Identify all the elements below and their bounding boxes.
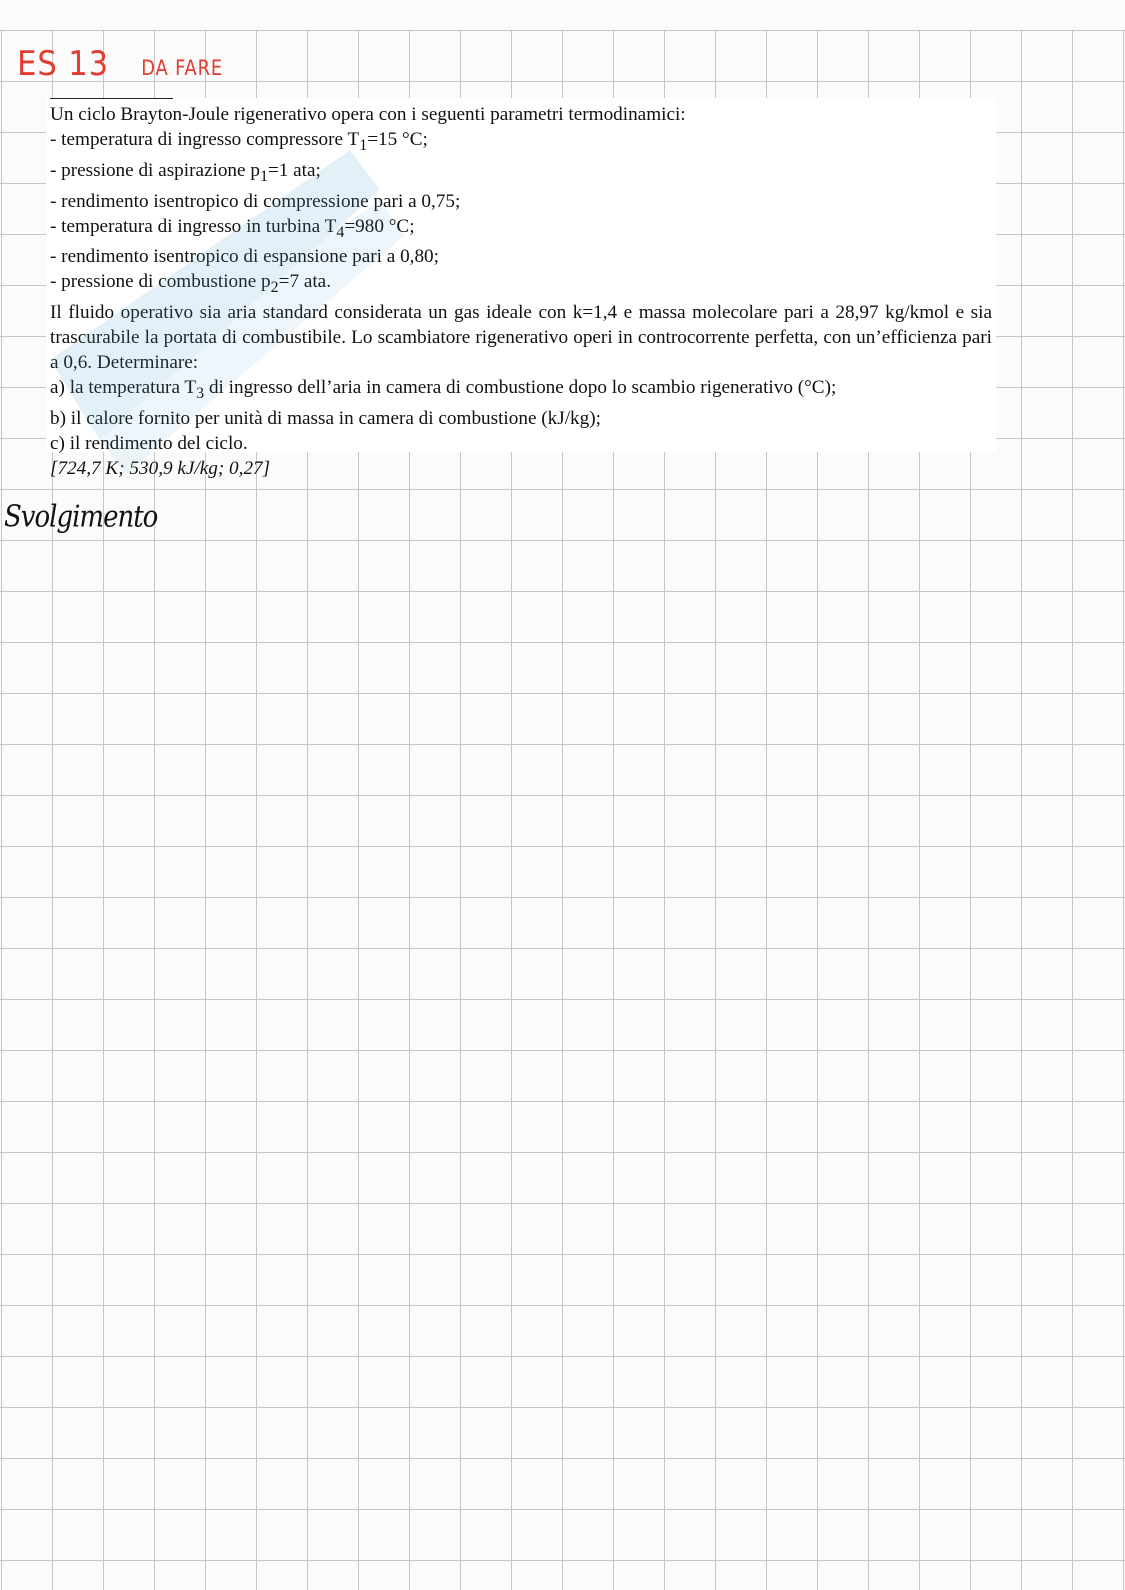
answer-key: [724,7 K; 530,9 kJ/kg; 0,27] — [50, 458, 271, 480]
heading-underline — [50, 98, 173, 99]
parameter-list — [50, 127, 992, 300]
question-c: c) il rendimento del ciclo. — [50, 433, 248, 455]
exercise-intro: Un ciclo Brayton-Joule rigenerativo opera con i seguenti parametri termodinamici: — [50, 104, 686, 125]
exercise-number: ES 13 — [17, 44, 110, 84]
question-b: b) il calore fornito per unità di massa in camera di combustione (kJ/kg); — [50, 408, 601, 430]
exercise-text-box — [46, 98, 996, 480]
parameter-item: - rendimento isentropico di espansione pari a 0,80; — [50, 246, 439, 268]
parameter-item: - temperatura di ingresso in turbina $T_4=980$ °C; — [50, 215, 415, 241]
parameter-item: - pressione di aspirazione $p_1=1$ ata; — [50, 159, 321, 185]
exercise-heading — [12, 44, 230, 84]
exercise-status: DA FARE — [141, 56, 224, 80]
parameter-item: - pressione di combustione $p_2=7$ ata. — [50, 271, 331, 297]
parameter-item: - rendimento isentropico di compressione pari a 0,75; — [50, 190, 461, 212]
exercise-description: Il fluido operativo sia aria standard considerata un gas ideale con k=1,4 e massa molecolare pari a 28,97 kg/kmol e sia trascurabile la portata di combustibile. Lo scambiatore rigenerativo operi in controcorrente perfetta, con un’efficienza pari a 0,6. Determinare: — [50, 302, 992, 374]
top-margin — [0, 0, 1125, 30]
parameter-item: - temperatura di ingresso compressore $T_1=15$ °C; — [50, 129, 428, 154]
question-a: a) la temperatura $T_3$ di ingresso dell’aria in camera di combustione dopo lo scambio rigenerativo (°C); — [50, 377, 837, 403]
solution-label: Svolgimento — [4, 500, 158, 535]
